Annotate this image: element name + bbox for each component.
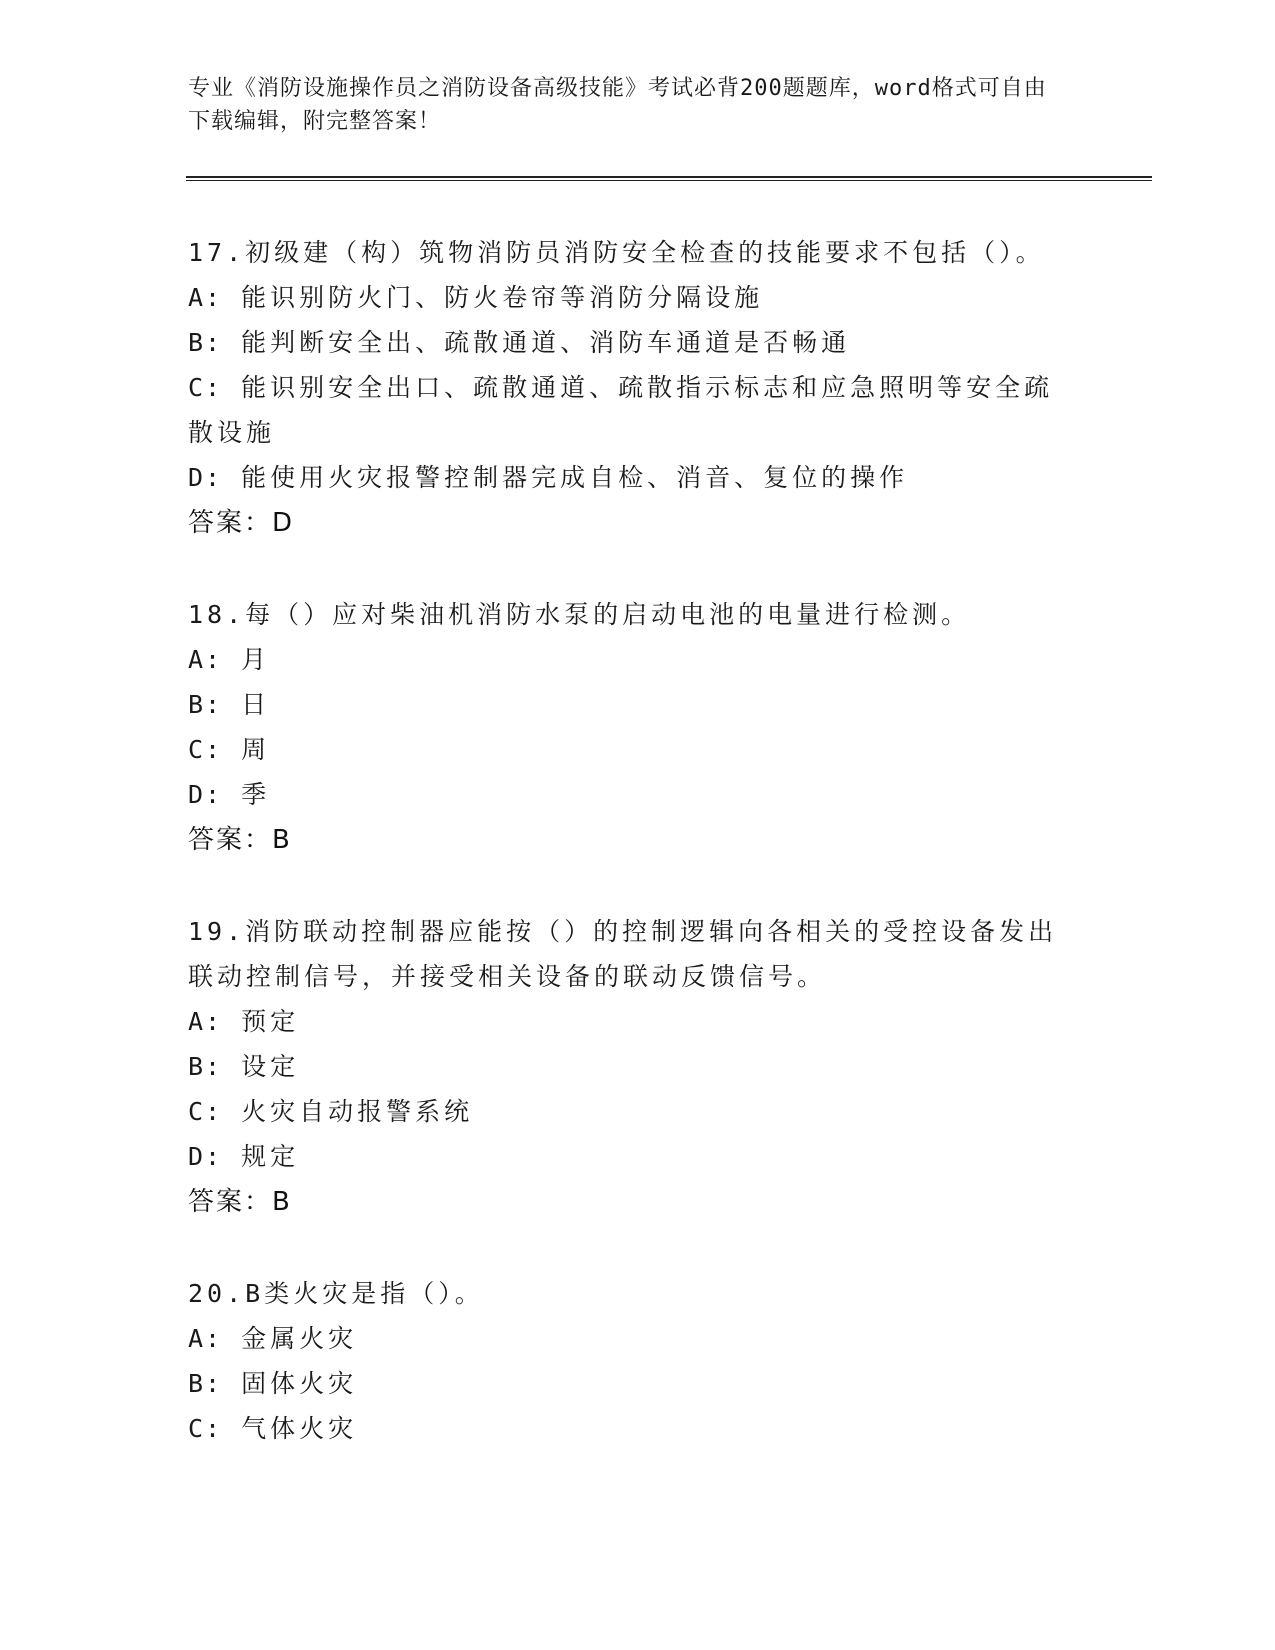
option-letter: C: xyxy=(188,735,223,764)
option-text: 日 xyxy=(241,690,271,719)
option-text: 火灾自动报警系统 xyxy=(241,1097,474,1126)
option-c xyxy=(188,1406,1068,1451)
option-letter: B: xyxy=(188,690,223,719)
option-b xyxy=(188,1044,1068,1089)
option-b xyxy=(188,1361,1068,1406)
question-stem: 20.B类火灾是指（）。 xyxy=(188,1279,484,1308)
option-letter: C: xyxy=(188,1414,223,1443)
option-letter: B: xyxy=(188,328,223,357)
option-a xyxy=(188,999,1068,1044)
option-text: 能识别安全出口、疏散通道、疏散指示标志和应急照明等安全疏散设施 xyxy=(188,373,1054,447)
option-letter: B: xyxy=(188,1369,223,1398)
option-letter: C: xyxy=(188,1097,223,1126)
option-letter: A: xyxy=(188,283,223,312)
option-text: 设定 xyxy=(241,1052,300,1081)
option-letter: A: xyxy=(188,1324,223,1353)
question-stem: 19.消防联动控制器应能按（）的控制逻辑向各相关的受控设备发出联动控制信号，并接受相关设备的联动反馈信号。 xyxy=(188,917,1058,991)
answer-label: 答案：B xyxy=(188,825,292,855)
question-stem: 17.初级建（构）筑物消防员消防安全检查的技能要求不包括（）。 xyxy=(188,238,1045,267)
question-17 xyxy=(188,230,1068,546)
option-letter: D: xyxy=(188,1142,223,1171)
option-a xyxy=(188,637,1068,682)
question-18 xyxy=(188,592,1068,863)
question-stem: 18.每（）应对柴油机消防水泵的启动电池的电量进行检测。 xyxy=(188,600,971,629)
question-20 xyxy=(188,1271,1068,1451)
question-list xyxy=(188,230,1068,1497)
option-text: 气体火灾 xyxy=(241,1414,358,1443)
option-text: 固体火灾 xyxy=(241,1369,358,1398)
question-19 xyxy=(188,909,1068,1225)
option-text: 金属火灾 xyxy=(241,1324,358,1353)
option-letter: A: xyxy=(188,645,223,674)
option-text: 能判断安全出、疏散通道、消防车通道是否畅通 xyxy=(241,328,851,357)
option-c xyxy=(188,1089,1068,1134)
document-header: 专业《消防设施操作员之消防设备高级技能》考试必背200题题库，word格式可自由下载编辑，附完整答案！ xyxy=(188,76,1047,134)
option-c xyxy=(188,727,1068,772)
option-d xyxy=(188,455,1068,500)
option-letter: A: xyxy=(188,1007,223,1036)
option-b xyxy=(188,682,1068,727)
option-d xyxy=(188,772,1068,817)
option-a xyxy=(188,275,1068,320)
option-a xyxy=(188,1316,1068,1361)
header-divider xyxy=(186,176,1152,181)
option-text: 能使用火灾报警控制器完成自检、消音、复位的操作 xyxy=(241,463,909,492)
option-text: 周 xyxy=(241,735,271,764)
option-b xyxy=(188,320,1068,365)
option-d xyxy=(188,1134,1068,1179)
option-text: 季 xyxy=(241,780,271,809)
option-letter: D: xyxy=(188,780,223,809)
option-letter: C: xyxy=(188,373,223,402)
option-text: 预定 xyxy=(241,1007,300,1036)
option-c xyxy=(188,365,1068,455)
option-text: 规定 xyxy=(241,1142,300,1171)
option-text: 能识别防火门、防火卷帘等消防分隔设施 xyxy=(241,283,764,312)
option-text: 月 xyxy=(241,645,271,674)
option-letter: B: xyxy=(188,1052,223,1081)
answer-label: 答案：D xyxy=(188,508,295,538)
option-letter: D: xyxy=(188,463,223,492)
answer-label: 答案：B xyxy=(188,1187,292,1217)
